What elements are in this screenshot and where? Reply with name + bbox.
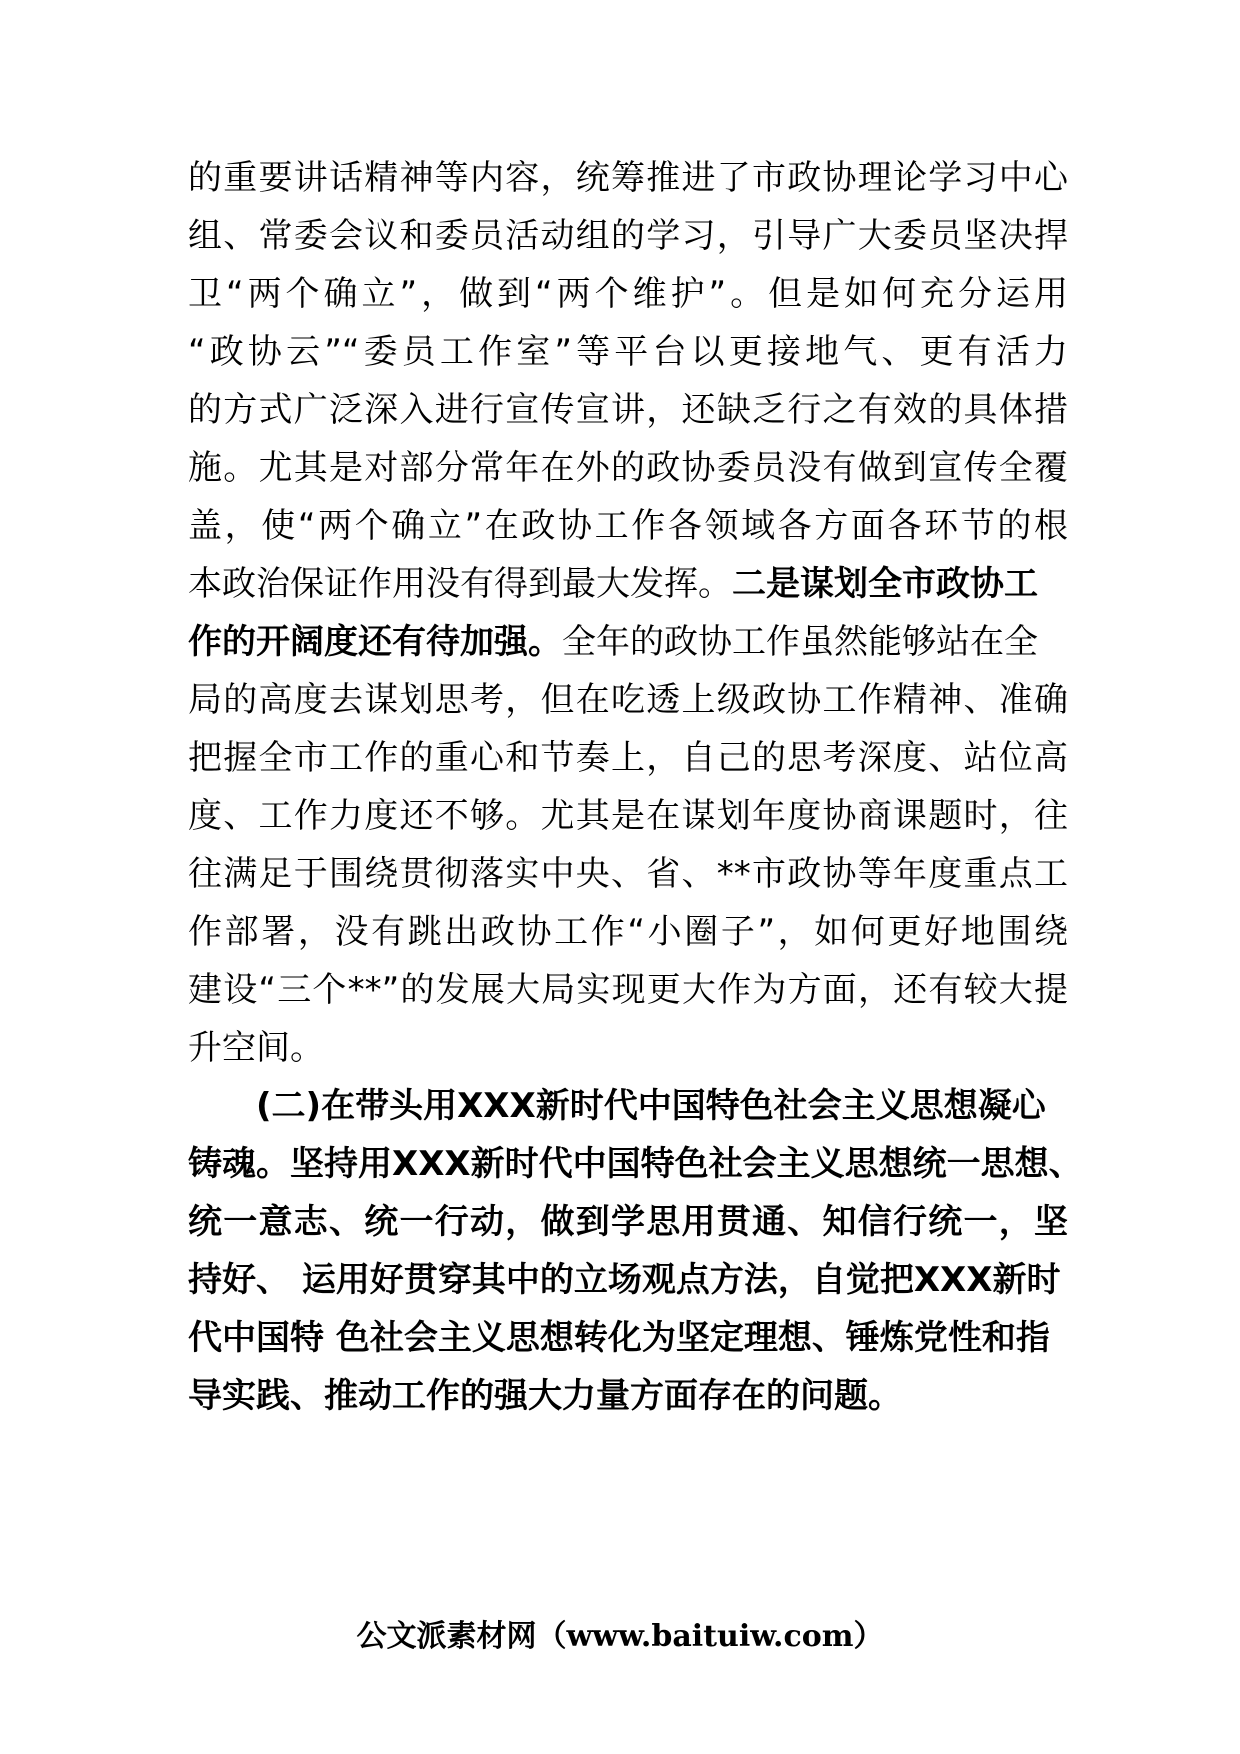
- body-line: 局的高度去谋划思考，但在吃透上级政协工作精神、准确: [188, 680, 1068, 720]
- body-line: 的方式广泛深入进行宣传宣讲，还缺乏行之有效的具体措: [188, 390, 1068, 430]
- section-heading-line: 导实践、推动工作的强大力量方面存在的问题。: [188, 1376, 902, 1416]
- body-line: 建设“三个**”的发展大局实现更大作为方面，还有较大提: [188, 970, 1068, 1010]
- section-heading-line: 统一意志、统一行动，做到学思用贯通、知信行统一，坚: [188, 1202, 1068, 1242]
- body-line: 把握全市工作的重心和节奏上，自己的思考深度、站位高: [188, 738, 1068, 778]
- body-line: 度、工作力度还不够。尤其是在谋划年度协商课题时，往: [188, 796, 1068, 836]
- section-heading-line: 代中国特 色社会主义思想转化为坚定理想、锤炼党性和指: [188, 1318, 1050, 1358]
- body-line: 作部署，没有跳出政协工作“小圈子”，如何更好地围绕: [188, 912, 1068, 952]
- body-text: 本政治保证作用没有得到最大发挥。: [188, 564, 732, 604]
- body-line-mixed: [188, 551, 1068, 617]
- section-heading-line: (二)在带头用XXX新时代中国特色社会主义思想凝心: [256, 1086, 1046, 1126]
- body-line: 往满足于围绕贯彻落实中央、省、**市政协等年度重点工: [188, 854, 1068, 894]
- bold-heading-text: 二是谋划全市政协工: [732, 564, 1038, 604]
- body-line: 卫“两个确立”，做到“两个维护”。但是如何充分运用: [188, 274, 1068, 314]
- section-heading-line: 持好、 运用好贯穿其中的立场观点方法，自觉把XXX新时: [188, 1260, 1061, 1300]
- body-line: 组、常委会议和委员活动组的学习，引导广大委员坚决捍: [188, 216, 1068, 256]
- body-line: 升空间。: [188, 1028, 324, 1068]
- body-line: “政协云”“委员工作室”等平台以更接地气、更有活力: [188, 332, 1068, 372]
- bold-heading-text: 作的开阔度还有待加强。: [188, 622, 562, 662]
- body-line: 施。尤其是对部分常年在外的政协委员没有做到宣传全覆: [188, 448, 1068, 488]
- body-line: 的重要讲话精神等内容，统筹推进了市政协理论学习中心: [188, 158, 1068, 198]
- body-line: 盖，使“两个确立”在政协工作各领域各方面各环节的根: [188, 506, 1068, 546]
- body-text: 全年的政协工作虽然能够站在全: [562, 622, 1038, 662]
- footer-source: 公文派素材网（www.baituiw.com）: [356, 1619, 884, 1654]
- section-heading-line: 铸魂。坚持用XXX新时代中国特色社会主义思想统一思想、: [188, 1144, 1083, 1184]
- body-line-mixed: [188, 609, 1068, 675]
